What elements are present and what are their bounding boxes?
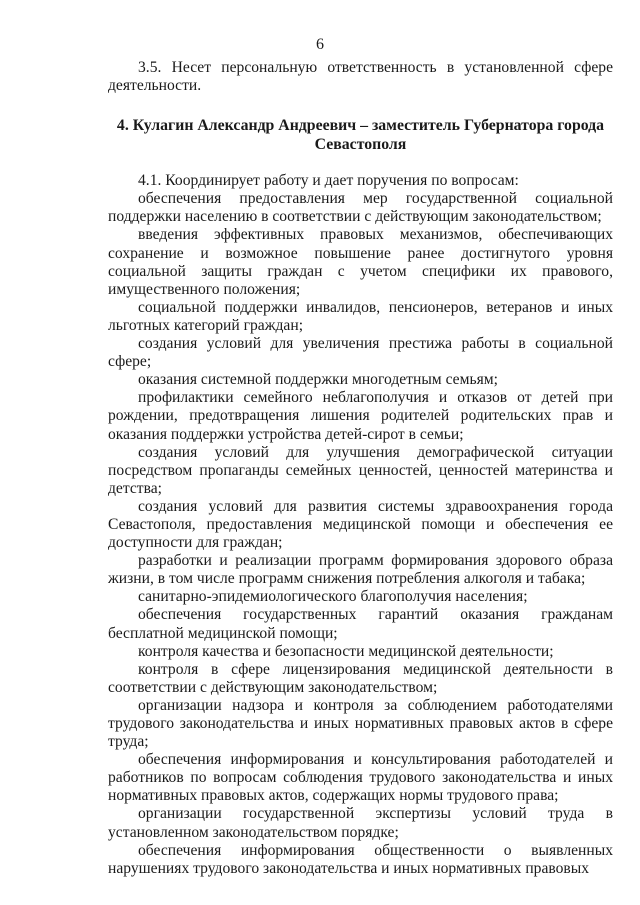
intro-paragraph: 3.5. Несет персональную ответственность в установленной сфере деятельности. <box>108 59 613 95</box>
document-body <box>108 59 613 878</box>
list-item: создания условий для увеличения престижа работы в социальной сфере; <box>108 335 613 371</box>
list-item: организации государственной экспертизы условий труда в установленном законодательством порядке; <box>108 805 613 841</box>
list-item: социальной поддержки инвалидов, пенсионеров, ветеранов и иных льготных категорий граждан; <box>108 298 613 334</box>
list-item: создания условий для развития системы здравоохранения города Севастополя, предоставления медицинской помощи и обеспечения ее доступности для граждан; <box>108 497 613 552</box>
list-item: обеспечения информирования общественности о выявленных нарушениях трудового законодательства и иных нормативных правовых <box>108 841 613 877</box>
duties-list <box>108 190 613 878</box>
section-heading: 4. Кулагин Александр Андреевич – заместитель Губернатора города Севастополя <box>116 117 605 154</box>
list-item: обеспечения информирования и консультирования работодателей и работников по вопросам соблюдения трудового законодательства и иных нормативных правовых актов, содержащих нормы трудового права; <box>108 751 613 805</box>
lead-paragraph: 4.1. Координирует работу и дает поручения по вопросам: <box>138 172 519 190</box>
list-item: разработки и реализации программ формирования здорового образа жизни, в том числе программ снижения потребления алкоголя и табака; <box>108 552 613 588</box>
list-item: санитарно-эпидемиологического благополучия населения; <box>138 588 528 606</box>
list-item: контроля качества и безопасности медицинской деятельности; <box>138 642 554 660</box>
list-item: организации надзора и контроля за соблюдением работодателями трудового законодательства и иных нормативных правовых актов в сфере труда; <box>108 696 613 751</box>
list-item: контроля в сфере лицензирования медицинской деятельности в соответствии с действующим законодательством; <box>108 660 613 696</box>
list-item: обеспечения предоставления мер государственной социальной поддержки населению в соответствии с действующим законодательством; <box>108 190 613 226</box>
list-item: оказания системной поддержки многодетным семьям; <box>138 371 498 389</box>
list-item: обеспечения государственных гарантий оказания гражданам бесплатной медицинской помощи; <box>108 606 613 642</box>
list-item: профилактики семейного неблагополучия и отказов от детей при рождении, предотвращения лишения родителей родительских прав и оказания поддержки устройства детей-сирот в семьи; <box>108 389 613 443</box>
list-item: создания условий для улучшения демографической ситуации посредством пропаганды семейных ценностей, ценностей материнства и детства; <box>108 443 613 497</box>
page-number: 6 <box>316 36 324 53</box>
list-item: введения эффективных правовых механизмов, обеспечивающих сохранение и возможное повышение ранее достигнутого уровня социальной защиты граждан с учетом специфики их правового, имущественного положения; <box>108 226 613 298</box>
